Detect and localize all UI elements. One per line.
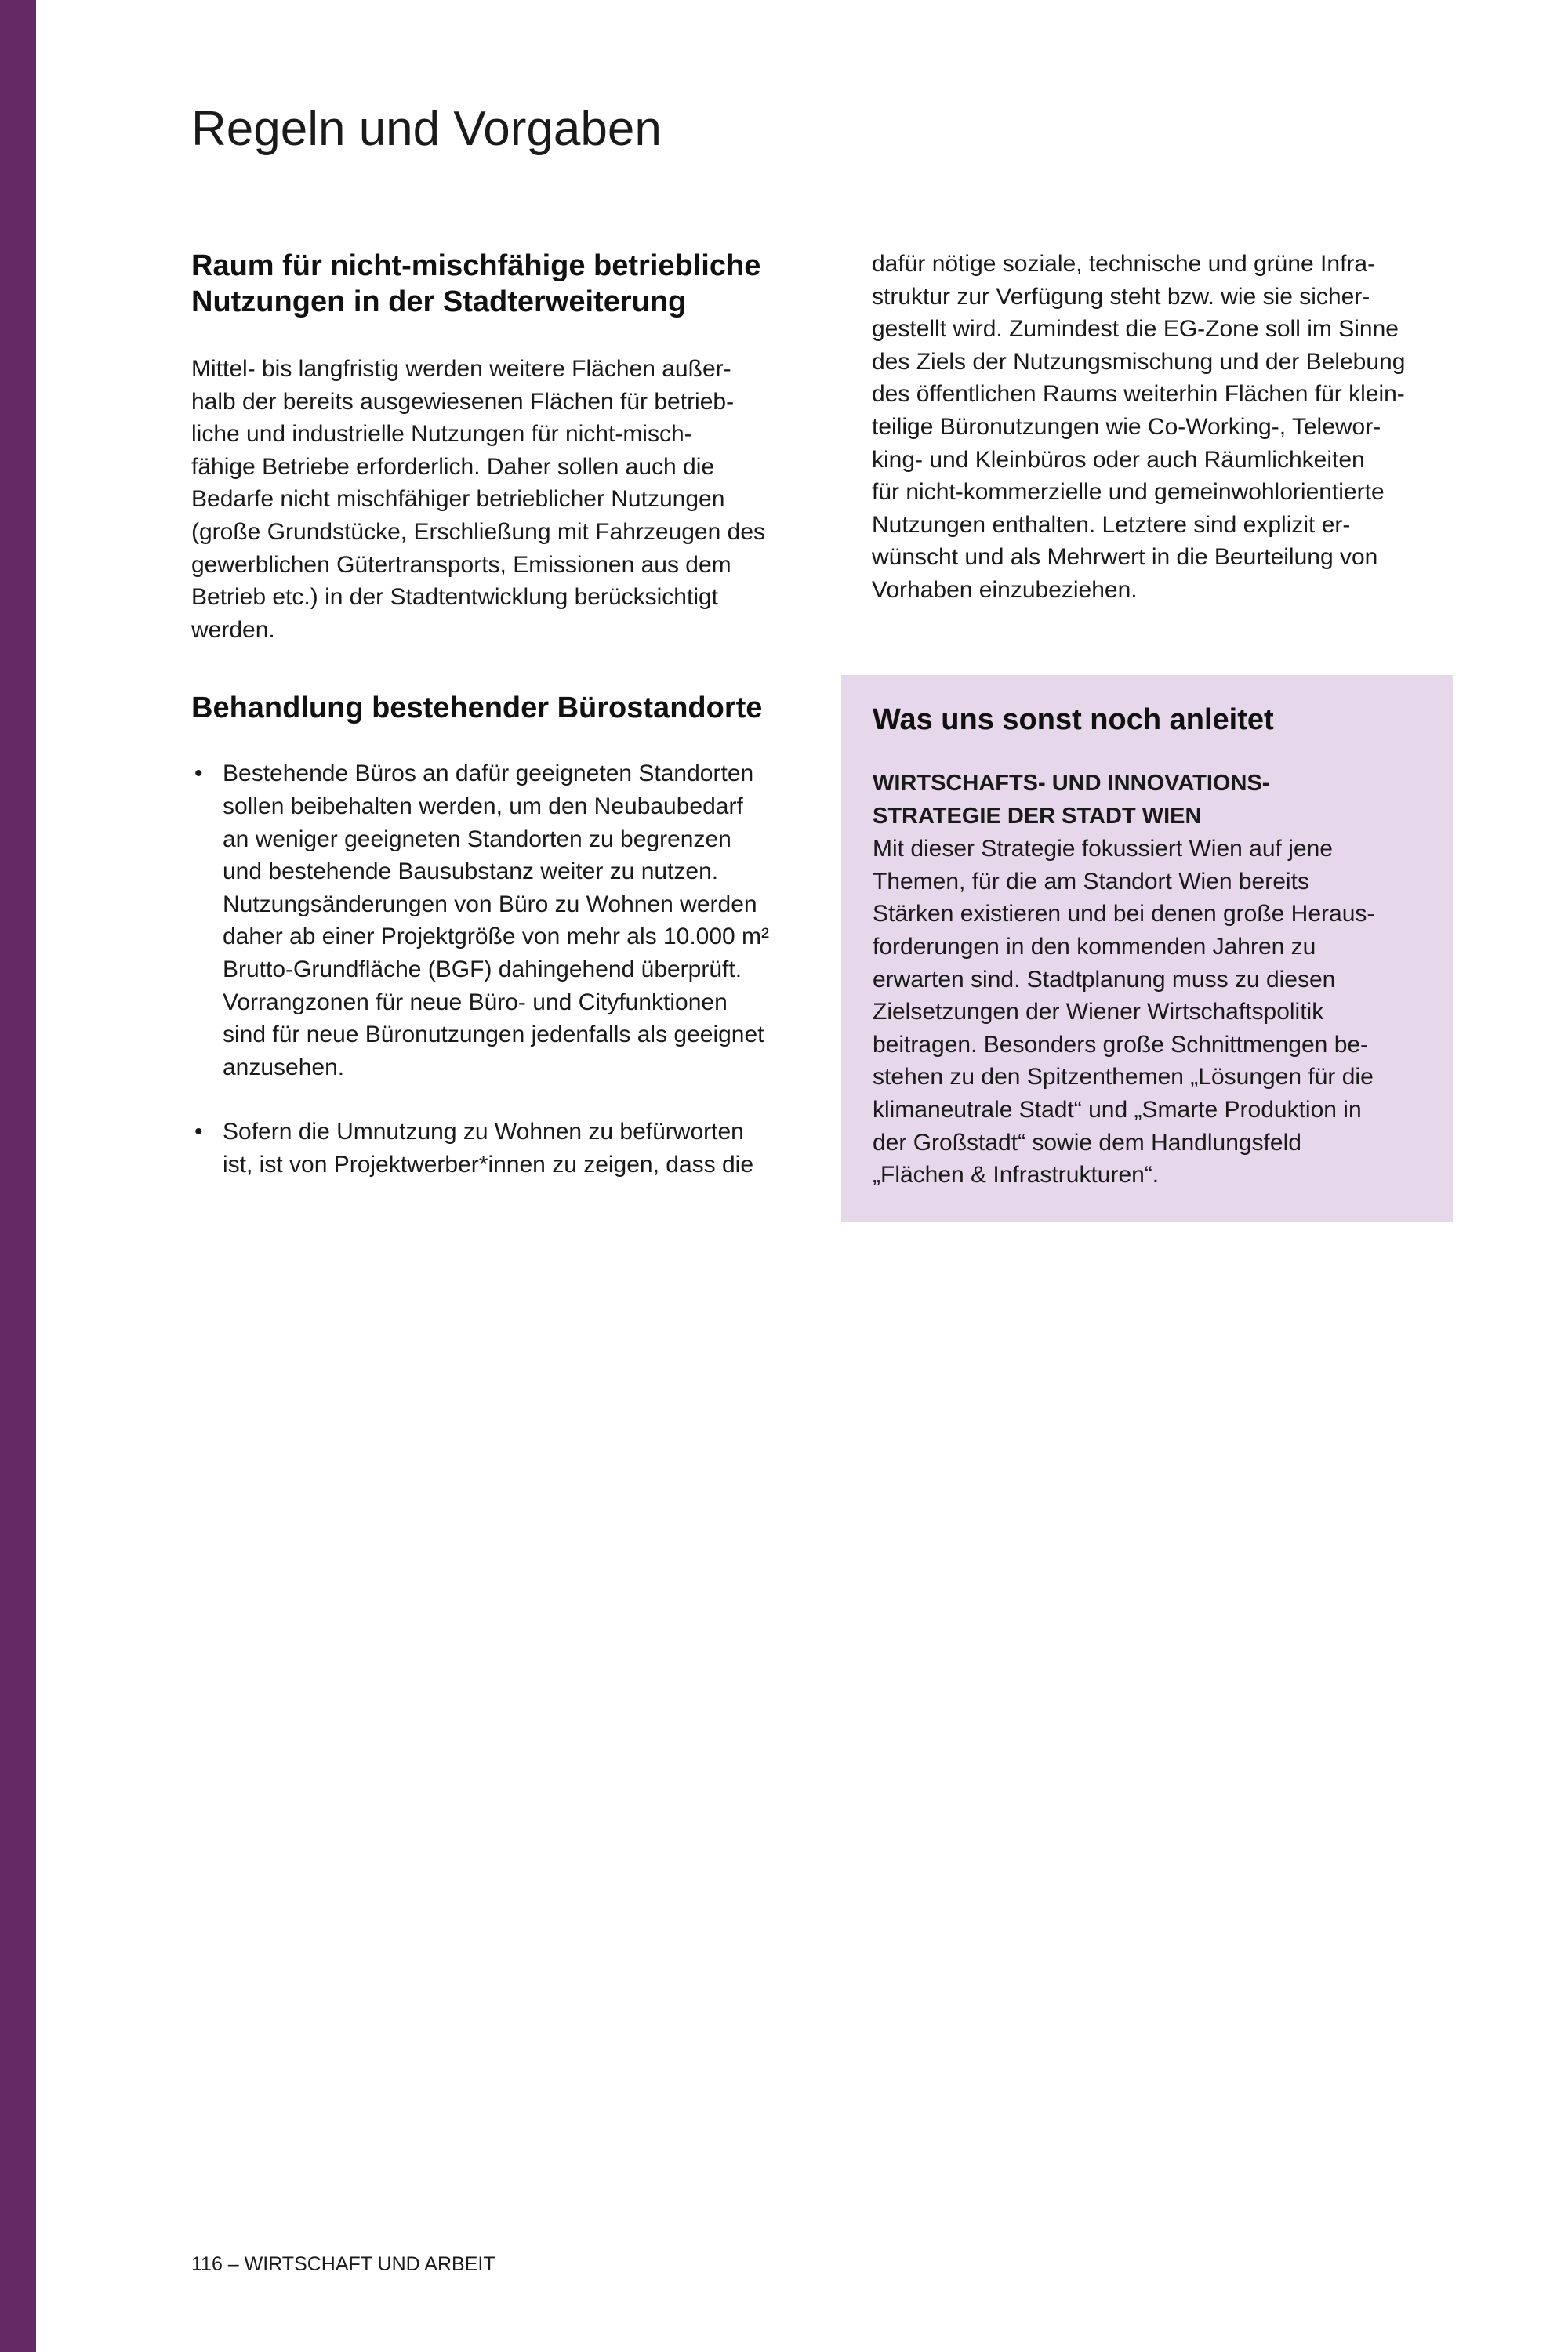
side-accent-bar [0,0,36,2352]
text-line: struktur zur Verfügung steht bzw. wie sie sicher- [872,283,1370,310]
bullet-icon: • [194,760,203,787]
text-line: Sofern die Umnutzung zu Wohnen zu befürworten [223,1119,744,1145]
page-title: Regeln und Vorgaben [191,102,662,156]
section1-heading [191,248,803,320]
text-line: der Großstadt“ sowie dem Handlungsfeld [873,1129,1301,1156]
subheading-line: STRATEGIE DER STADT WIEN [873,803,1202,829]
text-line: gewerblichen Gütertransports, Emissionen aus dem [191,551,731,578]
page-footer: 116 – WIRTSCHAFT UND ARBEIT [191,2253,495,2275]
right-column [872,248,1452,607]
text-line: Bestehende Büros an dafür geeigneten Standorten [223,760,754,787]
bullet-icon: • [194,1119,203,1145]
text-line: Stärken existieren und bei denen große Heraus- [873,901,1375,927]
text-line: werden. [191,616,275,643]
text-line: anzusehen. [223,1054,345,1080]
text-line: halb der bereits ausgewiesenen Flächen für betrieb- [191,388,735,415]
text-line: gestellt wird. Zumindest die EG-Zone soll im Sinne [872,316,1399,343]
info-box-paragraph [873,833,1421,1192]
text-line: wünscht und als Mehrwert in die Beurteilung von [872,544,1378,571]
bullet-list [191,757,803,1181]
text-line: king- und Kleinbüros oder auch Räumlichkeiten [872,446,1365,473]
text-line: Brutto-Grundfläche (BGF) dahingehend überprüft. [223,956,742,982]
info-box-subheading [873,768,1421,833]
list-item [191,1116,803,1181]
continuation-paragraph [872,248,1452,607]
text-line: Vorhaben einzubeziehen. [872,576,1138,603]
text-line: Nutzungen enthalten. Letztere sind explizit er- [872,511,1351,538]
text-line: „Flächen & Infrastrukturen“. [873,1162,1160,1189]
text-line: sind für neue Büronutzungen jedenfalls als geeignet [223,1022,764,1048]
section2-heading: Behandlung bestehender Bürostandorte [191,691,763,725]
info-box [841,675,1453,1222]
text-line: beitragen. Besonders große Schnittmengen be- [873,1031,1369,1058]
section1-paragraph [191,353,803,646]
text-line: Bedarfe nicht mischfähiger betrieblicher Nutzungen [191,486,725,513]
text-line: dafür nötige soziale, technische und grüne Infra- [872,251,1376,277]
text-line: fähige Betriebe erforderlich. Daher sollen auch die [191,453,715,480]
subheading-line: WIRTSCHAFTS- UND INNOVATIONS- [873,771,1270,796]
text-line: forderungen in den kommenden Jahren zu [873,933,1316,960]
section1-heading-line: Nutzungen in der Stadterweiterung [191,285,687,318]
text-line: ist, ist von Projektwerber*innen zu zeigen, dass die [223,1151,754,1178]
text-line: Zielsetzungen der Wiener Wirtschaftspolitik [873,999,1324,1025]
list-item [191,757,803,1083]
text-line: des öffentlichen Raums weiterhin Flächen für klein- [872,381,1405,408]
text-line: liche und industrielle Nutzungen für nicht-misch- [191,421,692,448]
text-line: für nicht-kommerzielle und gemeinwohlorientierte [872,479,1385,506]
text-line: teilige Büronutzungen wie Co-Working-, Telewor- [872,413,1381,440]
text-line: stehen zu den Spitzenthemen „Lösungen für die [873,1064,1374,1091]
text-line: an weniger geeigneten Standorten zu begrenzen [223,826,731,852]
text-line: Vorrangzonen für neue Büro- und Cityfunktionen [223,989,728,1015]
text-line: Themen, für die am Standort Wien bereits [873,868,1309,895]
section2 [191,690,803,1181]
text-line: erwarten sind. Stadtplanung muss zu diesen [873,966,1336,993]
text-line: des Ziels der Nutzungsmischung und der Belebung [872,348,1406,375]
text-line: Mittel- bis langfristig werden weitere Flächen außer- [191,356,731,382]
text-line: klimaneutrale Stadt“ und „Smarte Produktion in [873,1096,1362,1123]
text-line: sollen beibehalten werden, um den Neubaubedarf [223,793,743,819]
left-column [191,248,803,1181]
text-line: daher ab einer Projektgröße von mehr als 10.000 m² [223,924,770,950]
text-line: Betrieb etc.) in der Stadtentwicklung berücksichtigt [191,584,718,611]
section1-heading-line: Raum für nicht-mischfähige betriebliche [191,249,761,282]
text-line: Mit dieser Strategie fokussiert Wien auf jene [873,836,1333,862]
text-line: (große Grundstücke, Erschließung mit Fahrzeugen des [191,518,765,545]
text-line: und bestehende Bausubstanz weiter zu nutzen. [223,858,719,885]
info-box-heading: Was uns sonst noch anleitet [873,703,1274,736]
text-line: Nutzungsänderungen von Büro zu Wohnen werden [223,891,757,917]
